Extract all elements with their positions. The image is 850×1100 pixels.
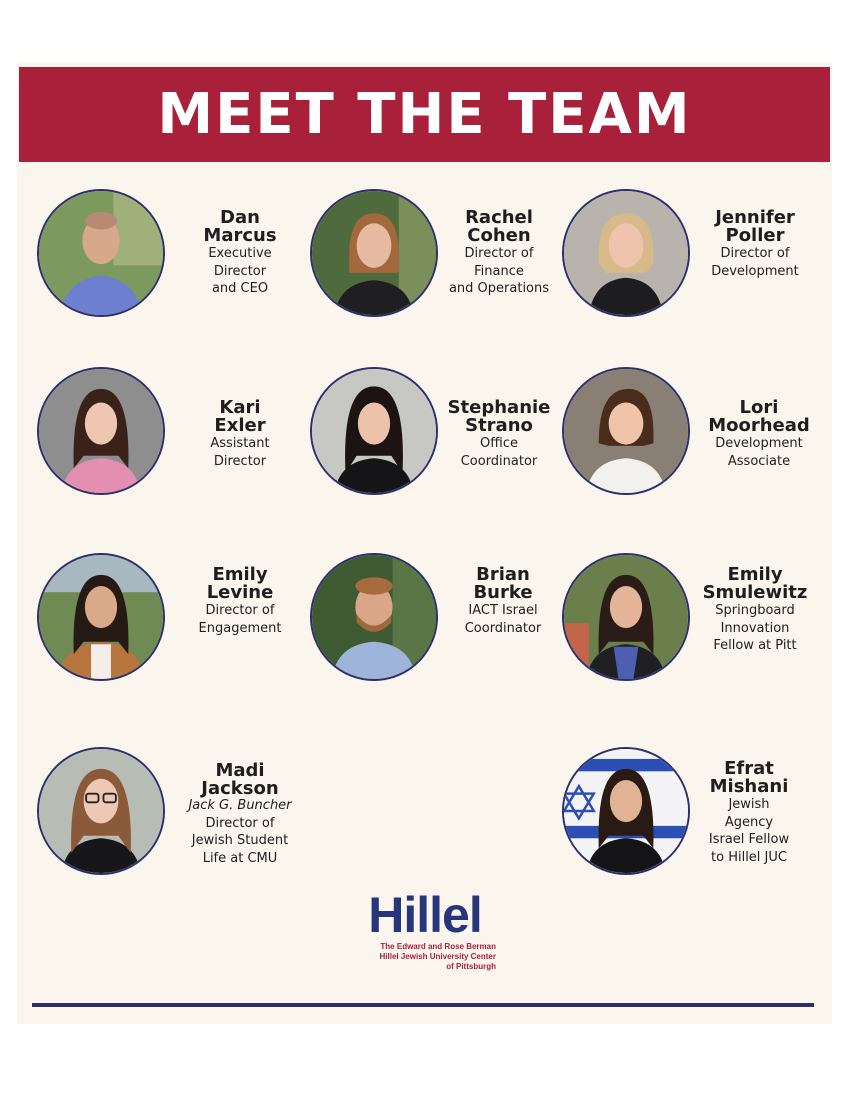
member-last-name: Burke [473,582,533,603]
logo-subtitle-line: Hillel Jewish University Center [379,952,496,961]
hillel-wordmark: Hillel [368,887,482,943]
member-role-line: Director of [205,603,275,618]
member-last-name: Strano [465,415,533,436]
member-role-line: Innovation [720,620,790,636]
member-photo [310,367,438,495]
member-endowed-title: Jack G. Buncher [188,798,292,813]
member-role-line: Finance [474,263,524,279]
member-role-line: to Hillel JUC [711,849,787,865]
hillel-logo [340,888,510,972]
member-role-line: Coordinator [460,453,538,469]
member-role-line: Coordinator [464,620,542,636]
member-role-line: IACT Israel [468,603,538,618]
member-role-line: Development [715,436,803,451]
member-first-name: Brian [476,564,530,585]
member-photo [562,189,690,317]
member-role-line: Director [213,263,267,279]
member-first-name: Jennifer [715,207,795,228]
member-last-name: Exler [214,415,266,436]
member-last-name: Poller [725,225,785,246]
member-role-line: Agency [724,814,774,830]
member-role-line: Associate [727,453,791,469]
member-photo [562,553,690,681]
member-role-line: Jewish Student [191,833,289,848]
member-last-name: Smulewitz [702,582,808,603]
portrait-woman-dark-hair-icon [312,369,436,493]
member-role-line: Executive [208,246,272,261]
member-photo [37,747,165,875]
portrait-woman-flag-icon [564,749,688,873]
member-photo [562,747,690,875]
portrait-woman-tan-jacket-icon [39,555,163,679]
member-role-line: Springboard [715,603,795,618]
member-last-name: Jackson [201,778,279,799]
member-role-line: and Operations [448,281,550,296]
member-first-name: Madi [215,760,265,781]
member-role-line: Development [711,263,799,279]
member-role-line: Fellow at Pitt [713,638,797,653]
member-last-name: Cohen [467,225,531,246]
member-photo [310,553,438,681]
member-role-line: Israel Fellow [708,832,790,847]
member-first-name: Efrat [724,758,774,779]
member-first-name: Lori [739,397,779,418]
member-role-line: Assistant [210,436,270,451]
member-first-name: Kari [219,397,261,418]
member-photo [37,367,165,495]
member-role-line: Jewish [728,797,770,812]
member-last-name: Levine [206,582,274,603]
member-first-name: Dan [220,207,260,228]
member-role-line: Life at CMU [202,850,278,866]
portrait-man-blue-shirt-icon [39,191,163,315]
member-last-name: Moorhead [708,415,810,436]
member-last-name: Mishani [709,776,789,797]
member-photo [310,189,438,317]
portrait-woman-glasses-icon [39,749,163,873]
portrait-man-beard-icon [312,555,436,679]
portrait-woman-blue-top-icon [564,555,688,679]
member-photo [37,189,165,317]
member-role-line: Office [480,436,518,451]
page-title: MEET THE TEAM [157,82,692,147]
member-role-line: and CEO [211,281,269,296]
member-photo [37,553,165,681]
member-last-name: Marcus [203,225,277,246]
portrait-woman-white-top-icon [564,369,688,493]
logo-subtitle-line: The Edward and Rose Berman [380,942,496,951]
logo-subtitle-line: of Pittsburgh [446,962,496,971]
member-first-name: Rachel [465,207,533,228]
member-role-line: Director [213,453,267,469]
member-role-line: Director of [464,246,534,261]
portrait-woman-icon [312,191,436,315]
title-banner [19,67,830,162]
portrait-woman-blonde-icon [564,191,688,315]
member-role-line: Engagement [198,620,282,636]
member-first-name: Stephanie [447,397,551,418]
member-first-name: Emily [727,564,783,585]
member-first-name: Emily [212,564,268,585]
member-role-line: Director of [205,815,275,831]
member-photo [562,367,690,495]
member-role-line: Director of [720,246,790,261]
portrait-woman-pink-icon [39,369,163,493]
bottom-divider [32,1003,814,1007]
